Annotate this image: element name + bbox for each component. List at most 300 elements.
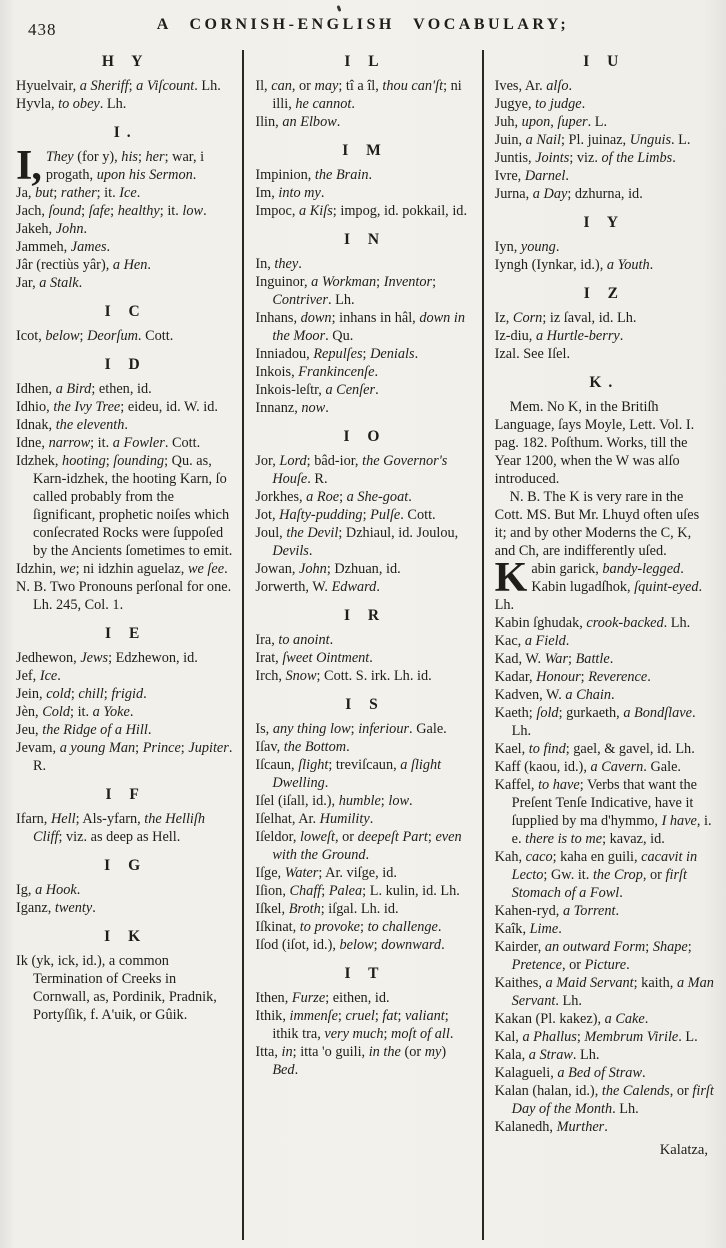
- text-segment: Jèn,: [16, 704, 43, 720]
- text-segment: Kah,: [494, 849, 526, 865]
- text-segment: Jupiter: [188, 740, 229, 756]
- entry: [495, 77, 714, 95]
- text-segment: Impinion,: [255, 167, 315, 183]
- text-segment: Ilin,: [255, 114, 283, 130]
- text-segment: Kalagueli,: [494, 1065, 558, 1081]
- entry: [495, 758, 714, 776]
- text-segment: down: [300, 310, 332, 326]
- entry: [16, 667, 235, 685]
- text-segment: hooting: [62, 453, 106, 469]
- text-segment: humble: [338, 793, 381, 809]
- text-segment: Broth: [288, 901, 321, 917]
- text-segment: but: [35, 185, 54, 201]
- text-segment: Shape: [652, 939, 688, 955]
- text-segment: .: [414, 346, 419, 362]
- text-segment: a Phallus: [522, 1029, 577, 1045]
- text-segment: Jein,: [16, 686, 47, 702]
- entry: [255, 738, 474, 756]
- text-segment: ): [441, 1044, 447, 1060]
- text-segment: of the Limbs: [601, 150, 673, 166]
- text-segment: Jar,: [16, 275, 40, 291]
- text-segment: ; L. kulin, id. Lh.: [362, 883, 460, 899]
- text-segment: Deorſum: [87, 328, 138, 344]
- note-paragraph: [495, 488, 714, 560]
- text-segment: Iſkel,: [255, 901, 289, 917]
- entry: [495, 920, 714, 938]
- text-segment: .: [565, 633, 570, 649]
- text-segment: Water: [284, 865, 319, 881]
- text-segment: Pretence: [511, 957, 562, 973]
- text-segment: Iganz,: [16, 900, 55, 916]
- text-segment: Frankincenſe: [298, 364, 375, 380]
- text-segment: ; Qu. as, Karn-idzhek, the hooting Karn, ſo called probably from the ſignificant, prophetic noiſes which conſecrated Rocks were ſuppoſed by the Ancients ſometimes to emit.: [33, 453, 233, 559]
- text-segment: a Youth: [606, 257, 650, 273]
- text-segment: Izal. See Iſel.: [494, 346, 571, 362]
- text-segment: Cold: [42, 704, 71, 720]
- text-segment: Kairder,: [494, 939, 545, 955]
- text-segment: to provoke: [299, 919, 361, 935]
- text-segment: ;: [128, 78, 137, 94]
- text-segment: .: [449, 1026, 454, 1042]
- text-segment: .: [565, 168, 569, 184]
- text-segment: ; inhans in hâl,: [331, 310, 420, 326]
- text-segment: ; it.: [96, 185, 120, 201]
- text-segment: ;: [362, 346, 371, 362]
- text-segment: Ifarn,: [16, 811, 51, 827]
- section-heading: I L: [344, 53, 386, 70]
- text-segment: . Lh.: [327, 292, 355, 308]
- entry: [16, 649, 235, 667]
- text-segment: his: [121, 149, 138, 165]
- text-segment: a Fowler: [112, 435, 165, 451]
- entry: [255, 381, 474, 399]
- text-segment: Iz-diu,: [494, 328, 536, 344]
- entry: [495, 95, 714, 113]
- entry: [16, 398, 235, 416]
- text-segment: Ira,: [255, 632, 279, 648]
- text-segment: Murther: [556, 1119, 605, 1135]
- entry: [16, 578, 235, 614]
- text-segment: Darnel: [524, 168, 566, 184]
- entry: [16, 143, 235, 189]
- text-segment: John: [55, 221, 84, 237]
- text-segment: to find: [528, 741, 566, 757]
- entry: [255, 113, 474, 131]
- text-segment: . Lh.: [663, 615, 691, 631]
- text-segment: Hell: [50, 811, 76, 827]
- text-segment: loweſt: [300, 829, 335, 845]
- text-segment: ;: [580, 669, 589, 685]
- section-heading: I.: [113, 124, 138, 141]
- text-segment: Idhio,: [16, 399, 54, 415]
- text-segment: .: [376, 579, 380, 595]
- text-segment: the Bottom: [283, 739, 347, 755]
- text-segment: Jevam,: [16, 740, 60, 756]
- text-segment: Inkois-leſtr,: [255, 382, 326, 398]
- text-segment: ;: [110, 203, 118, 219]
- text-segment: ; viz. as deep as Hell.: [58, 829, 181, 845]
- section-heading: K.: [589, 374, 620, 391]
- entry: [16, 274, 235, 292]
- text-segment: ; it.: [90, 435, 113, 451]
- text-segment: Jâr (rectiùs yâr),: [16, 257, 113, 273]
- text-segment: Edward: [331, 579, 377, 595]
- text-segment: ; kaith,: [633, 975, 677, 991]
- text-segment: Juin,: [494, 132, 526, 148]
- text-segment: the Devil: [286, 525, 339, 541]
- entry: [255, 882, 474, 900]
- entry: [16, 380, 235, 398]
- text-segment: ; viz.: [569, 150, 602, 166]
- text-segment: a Cake: [604, 1011, 645, 1027]
- text-segment: low: [388, 793, 410, 809]
- text-segment: . R.: [33, 740, 233, 774]
- text-segment: Joints: [535, 150, 570, 166]
- text-segment: , i. e.: [511, 813, 712, 847]
- entry: [495, 668, 714, 686]
- text-segment: cruel: [345, 1008, 375, 1024]
- text-segment: .: [336, 114, 341, 130]
- text-segment: . Lh.: [612, 1101, 639, 1117]
- text-segment: . L.: [671, 132, 691, 148]
- text-segment: . Kabin lugadſhok,: [531, 561, 684, 595]
- text-segment: the Crop: [592, 867, 643, 883]
- entry: [16, 899, 235, 917]
- text-segment: a Cenſer: [325, 382, 376, 398]
- entry: [255, 488, 474, 506]
- text-segment: ;: [103, 686, 112, 702]
- entry: [255, 989, 474, 1007]
- text-segment: .: [76, 882, 81, 898]
- section-heading: I Y: [583, 214, 626, 231]
- text-segment: down in the Moor: [272, 310, 466, 344]
- text-segment: upon his Sermon: [96, 167, 193, 183]
- text-segment: Inventor: [383, 274, 433, 290]
- entry: [495, 848, 714, 902]
- text-segment: a Bird: [55, 381, 92, 397]
- text-segment: Hyuelvair,: [16, 78, 80, 94]
- text-segment: , or: [334, 829, 358, 845]
- text-segment: caco: [525, 849, 553, 865]
- text-segment: below: [45, 328, 80, 344]
- text-segment: ; Cott. S. irk. Lh. id.: [316, 668, 432, 684]
- text-segment: .: [568, 78, 573, 94]
- section-heading: I F: [105, 786, 146, 803]
- text-segment: Itta,: [255, 1044, 282, 1060]
- text-segment: Kabin ſghudak,: [494, 615, 587, 631]
- entry: [16, 739, 235, 775]
- text-segment: ,: [550, 114, 558, 130]
- text-segment: Snow: [285, 668, 317, 684]
- text-segment: . L.: [587, 114, 608, 130]
- text-segment: .: [615, 903, 620, 919]
- text-segment: Ik (yk, ick, id.), a common Termination of Creeks in Cornwall, as, Pordinik, Pradnik, Portyſſik, f. A'uik, or Gûik.: [16, 953, 217, 1023]
- text-segment: ;: [362, 507, 371, 523]
- text-segment: any thing low: [272, 721, 351, 737]
- text-segment: .: [83, 221, 88, 237]
- text-segment: Ivre,: [494, 168, 525, 184]
- text-segment: Jedhewon,: [16, 650, 81, 666]
- text-segment: .: [224, 561, 228, 577]
- section-heading: I C: [104, 303, 147, 320]
- text-segment: a Stalk: [39, 275, 79, 291]
- columns-container: [5, 50, 721, 1240]
- text-segment: a Workman: [311, 274, 377, 290]
- text-segment: .: [619, 328, 624, 344]
- entry: [494, 555, 714, 614]
- text-segment: inferiour: [358, 721, 410, 737]
- entry: [255, 792, 474, 810]
- text-segment: ;: [576, 1029, 585, 1045]
- text-segment: ; Dzhuan, id.: [326, 561, 401, 577]
- text-segment: a Man Servant: [511, 975, 714, 1009]
- text-segment: rather: [60, 185, 97, 201]
- entry: [16, 952, 235, 1024]
- text-segment: ; Als-yfarn,: [75, 811, 145, 827]
- text-segment: alſo: [546, 78, 569, 94]
- text-segment: ; Gw. it.: [543, 867, 593, 883]
- text-segment: .: [143, 686, 147, 702]
- page-number: 438: [28, 20, 57, 39]
- entry: [16, 560, 235, 578]
- entry: [255, 452, 474, 488]
- text-segment: .: [78, 275, 83, 291]
- entry: [255, 255, 474, 273]
- text-segment: .: [644, 1011, 649, 1027]
- entry: [495, 614, 714, 632]
- text-segment: . L.: [678, 1029, 698, 1045]
- text-segment: ; kavaz, id.: [602, 831, 665, 847]
- entry: [16, 220, 235, 238]
- text-segment: in the: [368, 1044, 401, 1060]
- text-segment: ; eideu, id. W. id.: [120, 399, 218, 415]
- text-segment: ; Edzhewon, id.: [108, 650, 198, 666]
- text-segment: they: [274, 256, 299, 272]
- text-segment: Jef,: [16, 668, 40, 684]
- entry: [495, 974, 714, 1010]
- entry: [495, 1118, 714, 1136]
- entry: [255, 918, 474, 936]
- entry: [255, 345, 474, 363]
- text-segment: Jowan,: [255, 561, 300, 577]
- entry: [16, 434, 235, 452]
- entry: [255, 524, 474, 560]
- entry: [255, 184, 474, 202]
- text-segment: abin garick,: [531, 561, 603, 577]
- text-segment: ; iz ſaval, id. Lh.: [542, 310, 637, 326]
- text-segment: .: [555, 239, 560, 255]
- text-segment: Idnak,: [16, 417, 56, 433]
- text-segment: to judge: [535, 96, 582, 112]
- text-segment: Kahen-ryd,: [494, 903, 563, 919]
- entry: [495, 256, 714, 274]
- text-segment: Jot,: [255, 507, 280, 523]
- text-segment: Lime: [529, 921, 559, 937]
- text-segment: Palea: [328, 883, 363, 899]
- text-segment: narrow: [48, 435, 91, 451]
- text-segment: . Lh.: [555, 993, 582, 1009]
- text-segment: ;: [645, 939, 653, 955]
- text-segment: ; Pl. juinaz,: [561, 132, 630, 148]
- text-segment: Bed: [272, 1062, 295, 1078]
- page-title: A CORNISH-ENGLISH VOCABULARY;: [156, 16, 570, 33]
- text-segment: the Ivy Tree: [53, 399, 121, 415]
- entry: [16, 95, 235, 113]
- text-segment: Repulſes: [313, 346, 363, 362]
- text-segment: ſuper: [557, 114, 588, 130]
- text-segment: the Calends: [601, 1083, 670, 1099]
- text-segment: .: [124, 417, 128, 433]
- text-segment: Jews: [80, 650, 109, 666]
- text-segment: Kac,: [494, 633, 525, 649]
- text-segment: we: [59, 561, 76, 577]
- text-segment: Battle: [575, 651, 610, 667]
- text-segment: .: [324, 775, 329, 791]
- text-segment: ; eithen, id.: [325, 990, 390, 1006]
- entry: [495, 1046, 714, 1064]
- text-segment: upon: [521, 114, 551, 130]
- drop-cap: I,: [16, 143, 41, 189]
- text-segment: low: [182, 203, 204, 219]
- text-segment: Iſkinat,: [255, 919, 300, 935]
- text-segment: They: [45, 149, 74, 165]
- entry: [495, 185, 714, 203]
- page-header: [0, 16, 726, 46]
- entry: [495, 167, 714, 185]
- entry: [255, 399, 474, 417]
- entry: [495, 1064, 714, 1082]
- section-heading: I U: [583, 53, 626, 70]
- text-segment: (or: [400, 1044, 425, 1060]
- text-segment: thou can'ſt: [382, 78, 444, 94]
- entry: [255, 828, 474, 864]
- entry: [255, 900, 474, 918]
- text-segment: , or: [669, 1083, 693, 1099]
- catchword: Kalatza,: [659, 1142, 708, 1158]
- text-segment: ;: [427, 829, 436, 845]
- text-segment: Jakeh,: [16, 221, 56, 237]
- text-segment: . Lh.: [194, 78, 221, 94]
- entry: [16, 416, 235, 434]
- entry: [495, 740, 714, 758]
- text-segment: ;: [687, 939, 692, 955]
- text-segment: .: [136, 185, 141, 201]
- text-segment: ;: [70, 686, 79, 702]
- text-segment: . Cott.: [137, 328, 174, 344]
- text-segment: .: [581, 96, 586, 112]
- entry: [16, 327, 235, 345]
- text-segment: ;: [135, 740, 143, 756]
- text-segment: .: [147, 257, 151, 273]
- text-segment: a Kiſs: [299, 203, 333, 219]
- text-segment: ; it.: [70, 704, 93, 720]
- text-segment: Prince: [142, 740, 181, 756]
- text-segment: .: [409, 793, 413, 809]
- text-segment: a Bondſlave: [623, 705, 692, 721]
- text-segment: Iſeldor,: [255, 829, 301, 845]
- text-segment: in: [281, 1044, 293, 1060]
- text-segment: ; dzhurna, id.: [567, 186, 643, 202]
- text-segment: Juntis,: [494, 150, 536, 166]
- text-segment: Icot,: [16, 328, 46, 344]
- text-segment: Idhen,: [16, 381, 56, 397]
- section-heading: I O: [343, 428, 387, 445]
- text-segment: ; tî a îl,: [338, 78, 383, 94]
- entry: [255, 273, 474, 309]
- entry: [255, 560, 474, 578]
- text-segment: an outward Form: [544, 939, 646, 955]
- text-segment: ;: [373, 937, 382, 953]
- entry: [255, 936, 474, 954]
- entry: [495, 131, 714, 149]
- text-segment: ;: [374, 1008, 383, 1024]
- text-segment: chill: [78, 686, 104, 702]
- text-segment: a She-goat: [346, 489, 409, 505]
- text-segment: Innanz,: [255, 400, 302, 416]
- entry: [495, 650, 714, 668]
- text-segment: , or: [291, 78, 315, 94]
- text-segment: .: [609, 651, 614, 667]
- text-segment: bandy-legged: [602, 561, 681, 577]
- text-segment: . Cott.: [400, 507, 436, 523]
- entry: [255, 363, 474, 381]
- section-heading: I N: [343, 231, 387, 248]
- text-segment: .: [369, 650, 373, 666]
- text-segment: Im,: [255, 185, 279, 201]
- text-segment: ; treviſcaun,: [328, 757, 401, 773]
- text-segment: the Brain: [314, 167, 369, 183]
- text-segment: .: [325, 400, 329, 416]
- text-segment: .: [437, 919, 442, 935]
- entry: [255, 309, 474, 345]
- text-segment: ;: [321, 883, 329, 899]
- text-segment: to have: [538, 777, 580, 793]
- text-segment: a Field: [524, 633, 566, 649]
- text-segment: Iſelhat, Ar.: [255, 811, 320, 827]
- text-segment: young: [520, 239, 556, 255]
- text-segment: Ithen,: [255, 990, 292, 1006]
- text-segment: Kadven, W.: [494, 687, 566, 703]
- text-segment: Kaffel,: [494, 777, 539, 793]
- entry: [255, 578, 474, 596]
- text-segment: moſt of all: [391, 1026, 450, 1042]
- section-heading: I M: [342, 142, 388, 159]
- text-segment: .: [369, 811, 374, 827]
- text-segment: ; Ar. viſge, id.: [318, 865, 397, 881]
- text-segment: ; ni idzhin aguelaz,: [75, 561, 188, 577]
- entry: [255, 649, 474, 667]
- text-segment: a Yoke: [92, 704, 130, 720]
- text-segment: Jeu,: [16, 722, 43, 738]
- text-segment: ;: [53, 185, 61, 201]
- section-heading: I K: [104, 928, 148, 945]
- text-segment: ;: [383, 1026, 392, 1042]
- text-segment: we ſee: [187, 561, 225, 577]
- text-segment: her: [145, 149, 165, 165]
- text-segment: ; Verbs that want the Preſent Tenſe Indicative, have it ſupplied by ma d'hymmo,: [511, 777, 698, 829]
- text-segment: . Lh.: [511, 705, 696, 739]
- text-segment: ſound: [48, 203, 82, 219]
- text-segment: deepeſt Part: [357, 829, 428, 845]
- entry: [16, 721, 235, 739]
- entry: [495, 149, 714, 167]
- text-segment: Kakan (Pl. kakez),: [494, 1011, 605, 1027]
- entry: [16, 703, 235, 721]
- entry: [255, 810, 474, 828]
- text-segment: N. B. Two Pronouns perſonal for one. Lh. 245, Col. 1.: [16, 579, 232, 613]
- text-segment: ;: [350, 721, 359, 737]
- entry: [495, 1028, 714, 1046]
